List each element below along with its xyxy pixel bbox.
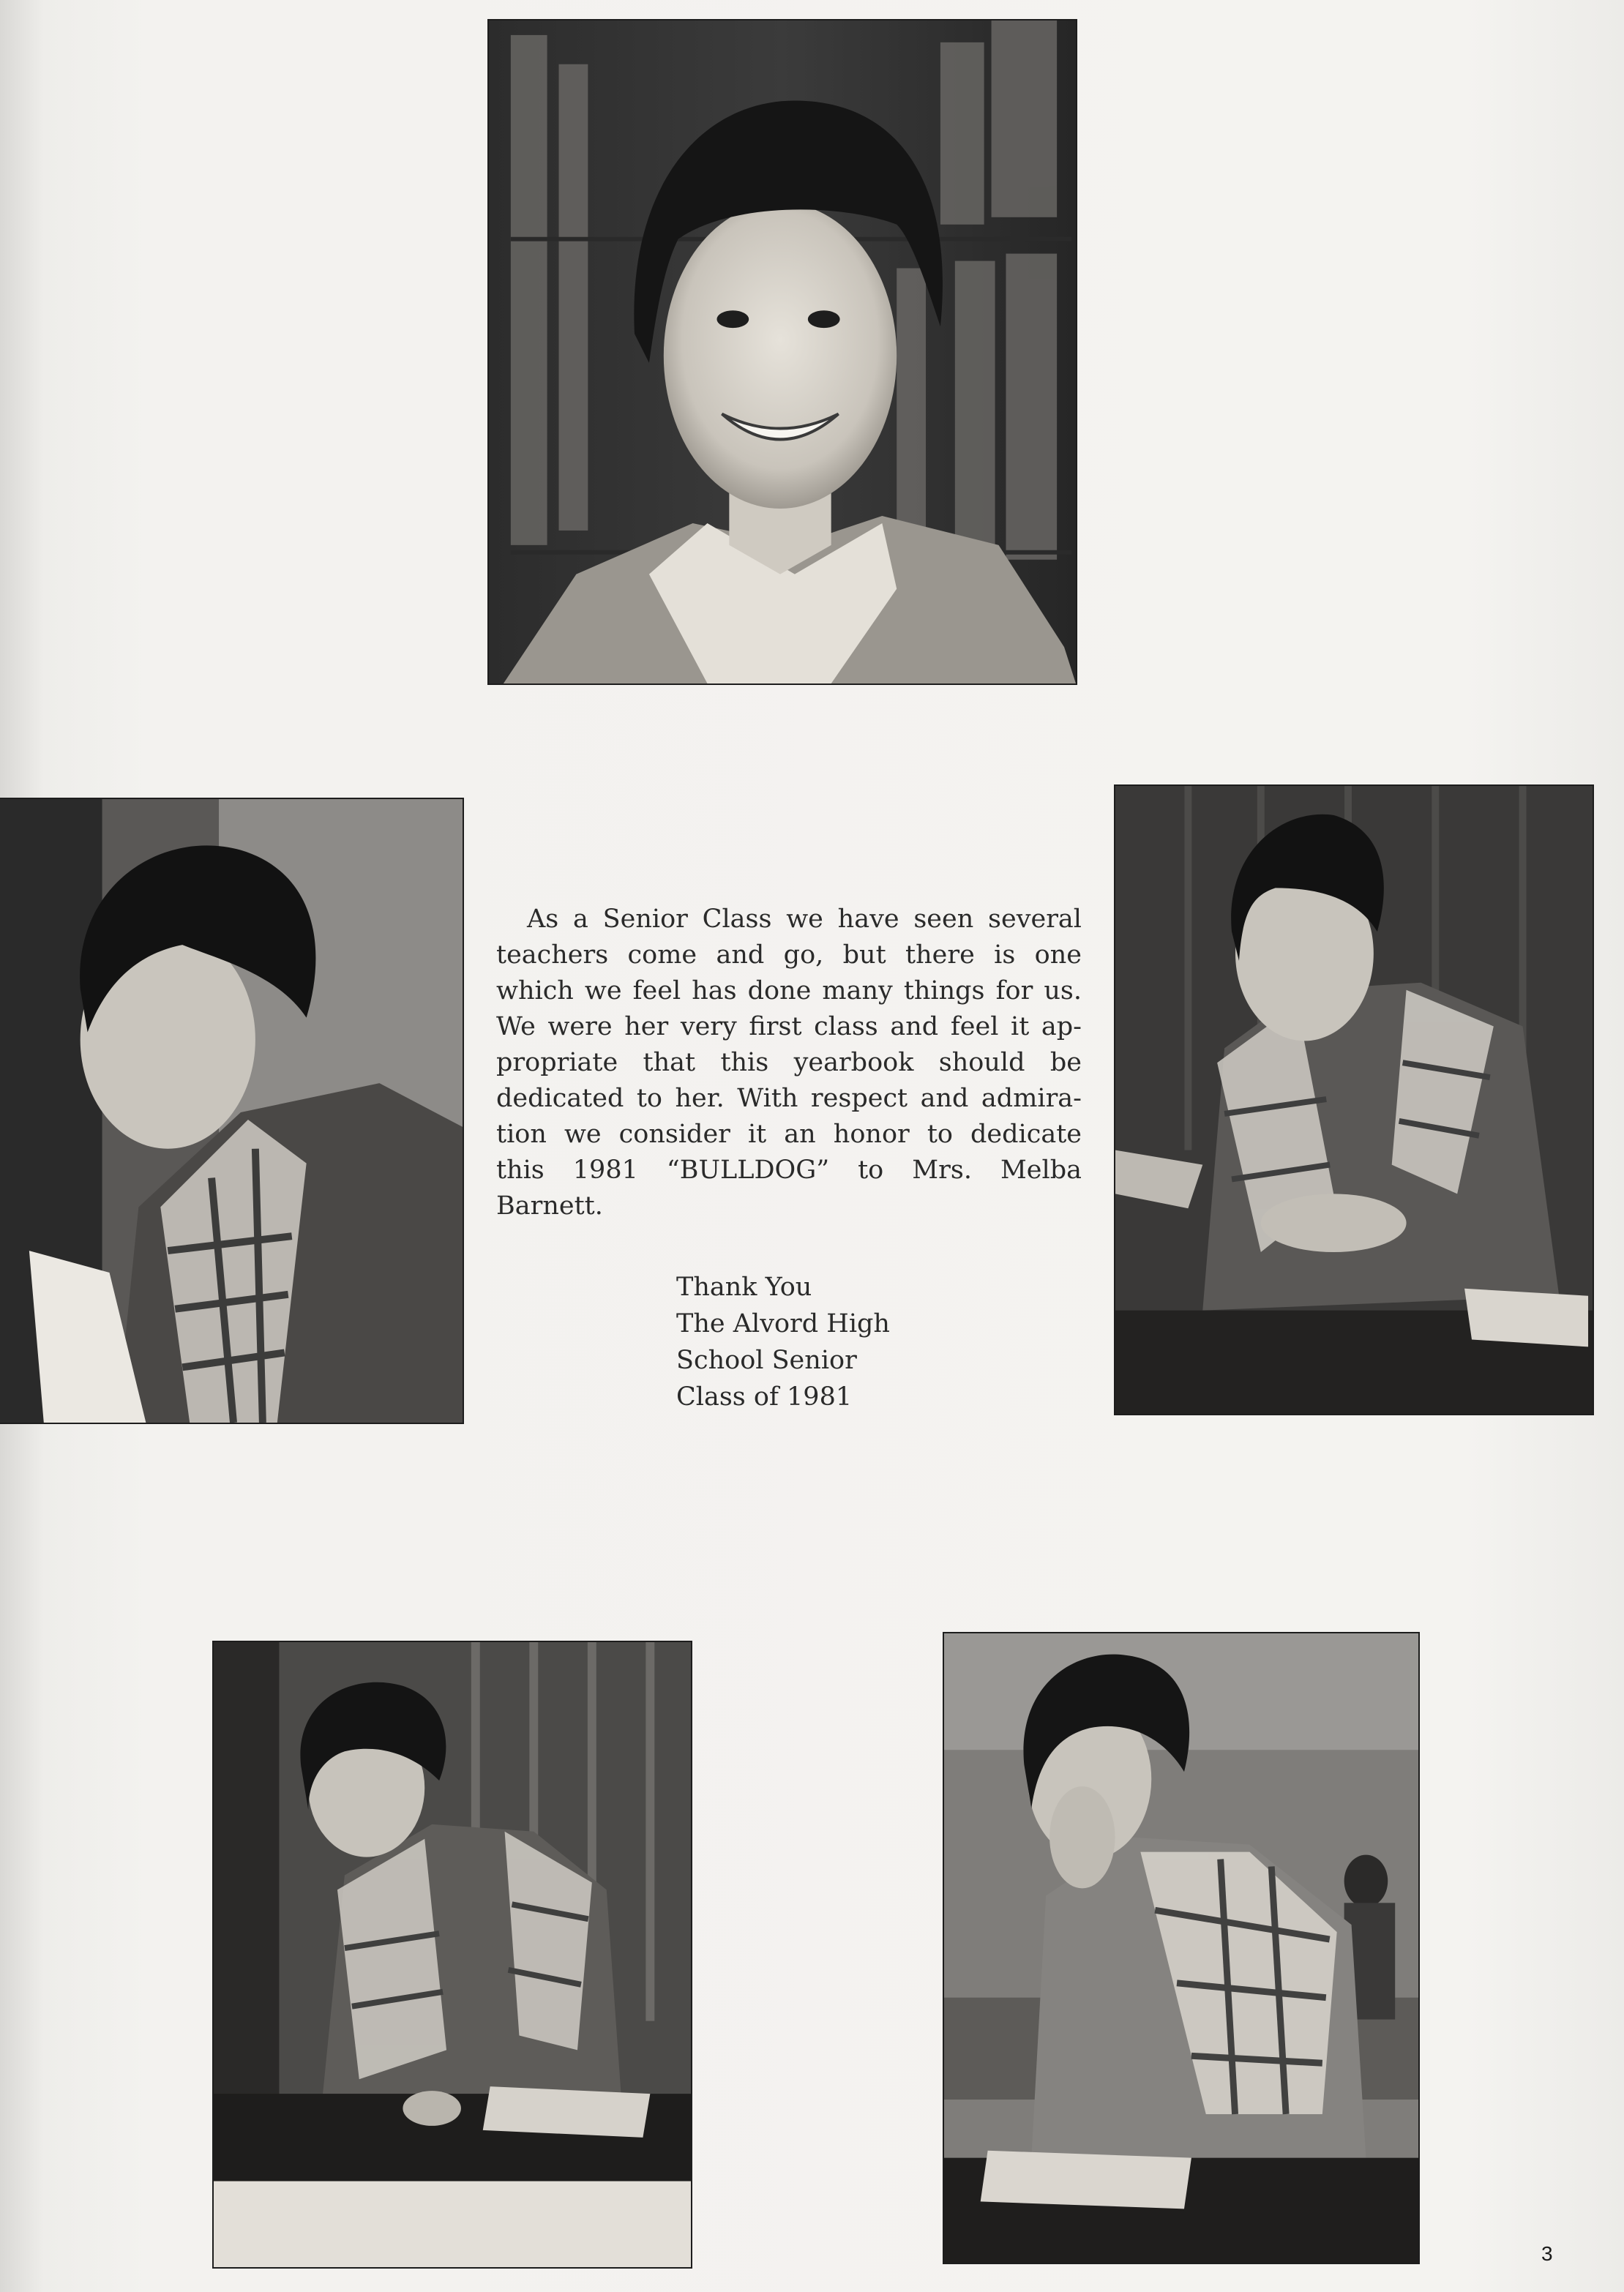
teacher-reading-photo-icon: [0, 799, 463, 1423]
dedication-line: teachers come and go, but there is one: [496, 940, 1082, 970]
signoff-line: Thank You: [676, 1273, 812, 1302]
dedication-line: We were her very first class and feel it ap-: [496, 1012, 1082, 1041]
page-number: 3: [1541, 2242, 1553, 2265]
portrait-photo: [487, 19, 1077, 685]
dedication-line: which we feel has done many things for us.: [496, 976, 1082, 1005]
dedication-paragraph: [496, 902, 1082, 1224]
dedication-line: Barnett.: [496, 1191, 603, 1221]
portrait-photo-icon: [489, 20, 1076, 684]
teacher-writing-photo: [212, 1641, 692, 2269]
dedication-line: propriate that this yearbook should be: [496, 1048, 1082, 1077]
teacher-seated-photo-icon: [1115, 786, 1593, 1414]
signoff-line: The Alvord High: [676, 1309, 890, 1338]
teacher-laughing-photo: [943, 1632, 1420, 2264]
teacher-reading-photo: [0, 798, 464, 1424]
signoff-block: [676, 1269, 890, 1415]
teacher-laughing-photo-icon: [944, 1633, 1418, 2263]
signoff-line: Class of 1981: [676, 1382, 853, 1412]
dedication-line: dedicated to her. With respect and admira-: [496, 1084, 1082, 1113]
signoff-line: School Senior: [676, 1346, 857, 1375]
dedication-line: As a Senior Class we have seen several: [527, 905, 1082, 934]
teacher-seated-photo: [1114, 784, 1594, 1415]
dedication-line: tion we consider it an honor to dedicate: [496, 1120, 1082, 1149]
teacher-writing-photo-icon: [214, 1642, 691, 2267]
dedication-line: this 1981 “BULLDOG” to Mrs. Melba: [496, 1156, 1082, 1185]
